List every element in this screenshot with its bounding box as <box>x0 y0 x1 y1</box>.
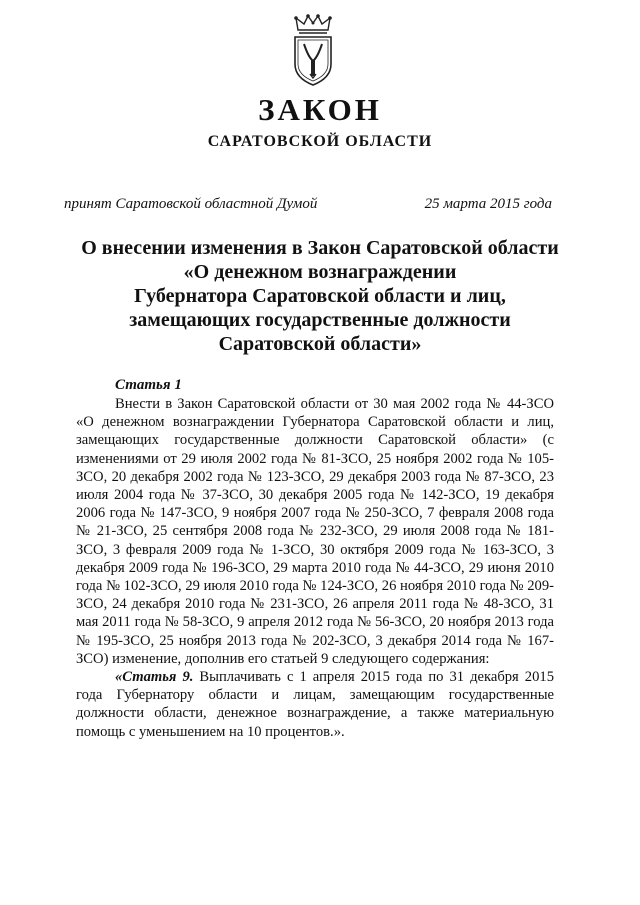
region-name: САРАТОВСКОЙ ОБЛАСТИ <box>207 133 433 150</box>
law-title: ЗАКОН <box>258 92 382 127</box>
title-line: Саратовской области» <box>218 333 422 355</box>
title-line: «О денежном вознаграждении <box>183 261 457 283</box>
new-article-text: Выплачивать с 1 апреля 2015 года по 31 декабря 2015 года Губернатору области и лицам, замещающим государственные должности области, денежное вознаграждение, а также материальную помощь с уменьшением на 10 процентов.». <box>76 669 554 740</box>
article-label: Статья 1 <box>115 377 182 393</box>
adoption-date: 25 марта 2015 года <box>424 196 552 212</box>
title-line: О внесении изменения в Закон Саратовской области <box>81 237 559 259</box>
article-body <box>76 395 554 741</box>
adopted-by: принят Саратовской областной Думой <box>64 196 318 212</box>
document-title <box>60 236 580 356</box>
article-paragraph: Внести в Закон Саратовской области от 30 мая 2002 года № 44-ЗСО «О денежном вознаграждении Губернатора Саратовской области и лиц, замещающих государственные должности Саратовской области» (с изменениями от 29 июля 2002 года № 81-ЗСО, 25 ноября 2002 года № 105-ЗСО, 20 декабря 2002 года № 123-ЗСО, 29 декабря 2003 года № 87-ЗСО, 23 июля 2004 года № 37-ЗСО, 30 декабря 2005 года № 142-ЗСО, 19 декабря 2006 года № 147-ЗСО, 9 ноября 2007 года № 250-ЗСО, 7 февраля 2008 года № 21-ЗСО, 25 сентября 2008 года № 232-ЗСО, 29 июля 2008 года № 181-ЗСО, 3 февраля 2009 года № 1-ЗСО, 30 октября 2009 года № 163-ЗСО, 3 декабря 2009 года № 196-ЗСО, 29 марта 2010 года № 44-ЗСО, 29 июня 2010 года № 102-ЗСО, 29 июля 2010 года № 124-ЗСО, 26 ноября 2010 года № 209-ЗСО, 24 декабря 2010 года № 231-ЗСО, 26 апреля 2011 года № 48-ЗСО, 31 мая 2011 года № 58-ЗСО, 9 апреля 2012 года № 56-ЗСО, 20 ноября 2013 года № 195-ЗСО, 25 ноября 2013 года № 202-ЗСО, 3 декабря 2014 года № 167-ЗСО) изменение, дополнив его статьей 9 следующего содержания: <box>76 396 554 667</box>
saratov-coat-of-arms-icon <box>290 14 336 88</box>
new-article-paragraph <box>76 668 554 741</box>
title-line: Губернатора Саратовской области и лиц, <box>134 285 506 307</box>
new-article-label: «Статья 9. <box>115 669 194 686</box>
title-line: замещающих государственные должности <box>129 309 511 331</box>
